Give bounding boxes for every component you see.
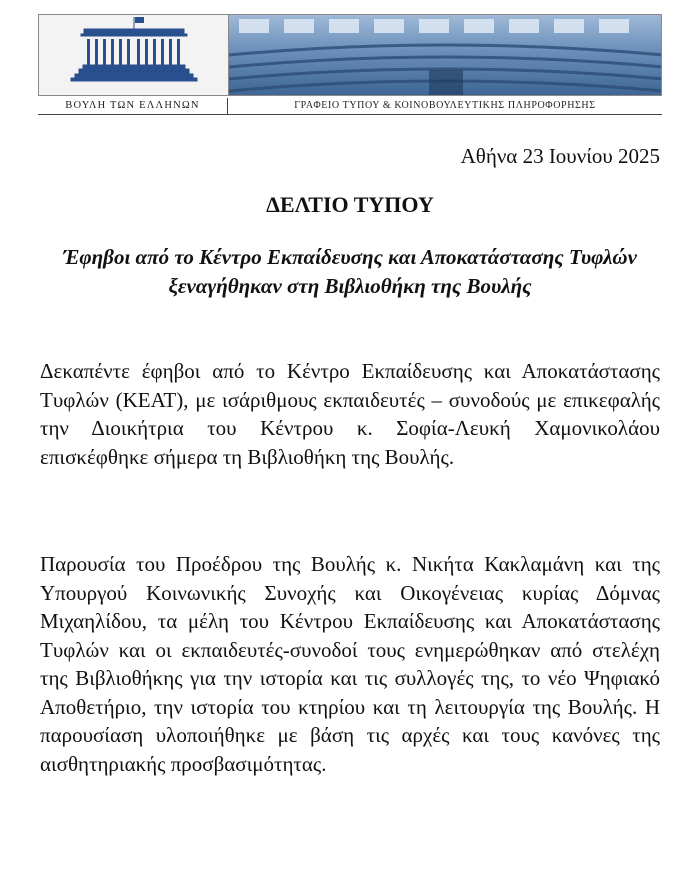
parliament-name: ΒΟΥΛΗ ΤΩΝ ΕΛΛΗΝΩΝ: [38, 98, 228, 114]
press-release-headline: Έφηβοι από το Κέντρο Εκπαίδευσης και Αποκατάστασης Τυφλών ξεναγήθηκαν στη Βιβλιοθήκη της Βουλής: [63, 245, 637, 298]
document-type-heading: ΔΕΛΤΙΟ ΤΥΠΟΥ: [266, 192, 434, 217]
body-paragraph-1: Δεκαπέντε έφηβοι από το Κέντρο Εκπαίδευσης και Αποκατάστασης Τυφλών (ΚΕΑΤ), με ισάριθμους εκπαιδευτές – συνοδούς με επικεφαλής την Διοικήτρια του Κέντρου κ. Σοφία-Λευκή Χαμονικολάου επισκέφθηκε σήμερα τη Βιβλιοθήκη της Βουλής.: [40, 359, 660, 469]
letterhead: [38, 14, 662, 114]
parliament-chamber-photo: [229, 15, 661, 95]
parliament-building-icon: [39, 15, 229, 95]
letterhead-banner: [38, 14, 662, 96]
press-office-name: ΓΡΑΦΕΙΟ ΤΥΠΟΥ & ΚΟΙΝΟΒΟΥΛΕΥΤΙΚΗΣ ΠΛΗΡΟΦΟΡΗΣΗΣ: [294, 100, 596, 111]
parliament-logo: [39, 15, 229, 95]
body-paragraph-2: Παρουσία του Προέδρου της Βουλής κ. Νικήτα Κακλαμάνη και της Υπουργού Κοινωνικής Συνοχής και Οικογένειας κυρίας Δόμνας Μιχαηλίδου, τα μέλη του Κέντρου Εκπαίδευσης και Αποκατάστασης Τυφλών και οι εκπαιδευτές-συνοδοί τους ενημερώθηκαν από στελέχη της Βιβλιοθήκης για την ιστορία και τις συλλογές της, το νέο Ψηφιακό Αποθετήριο, την ιστορία του κτηρίου και τη λειτουργία της Βουλής. Η παρουσίαση υλοποιήθηκε με βάση τις αρχές και τους κανόνες της αισθητηριακής προσβασιμότητας.: [40, 552, 660, 776]
chamber-illustration: [229, 15, 661, 95]
letterhead-captions: [38, 98, 662, 115]
document-date: Αθήνα 23 Ιουνίου 2025: [460, 144, 660, 168]
